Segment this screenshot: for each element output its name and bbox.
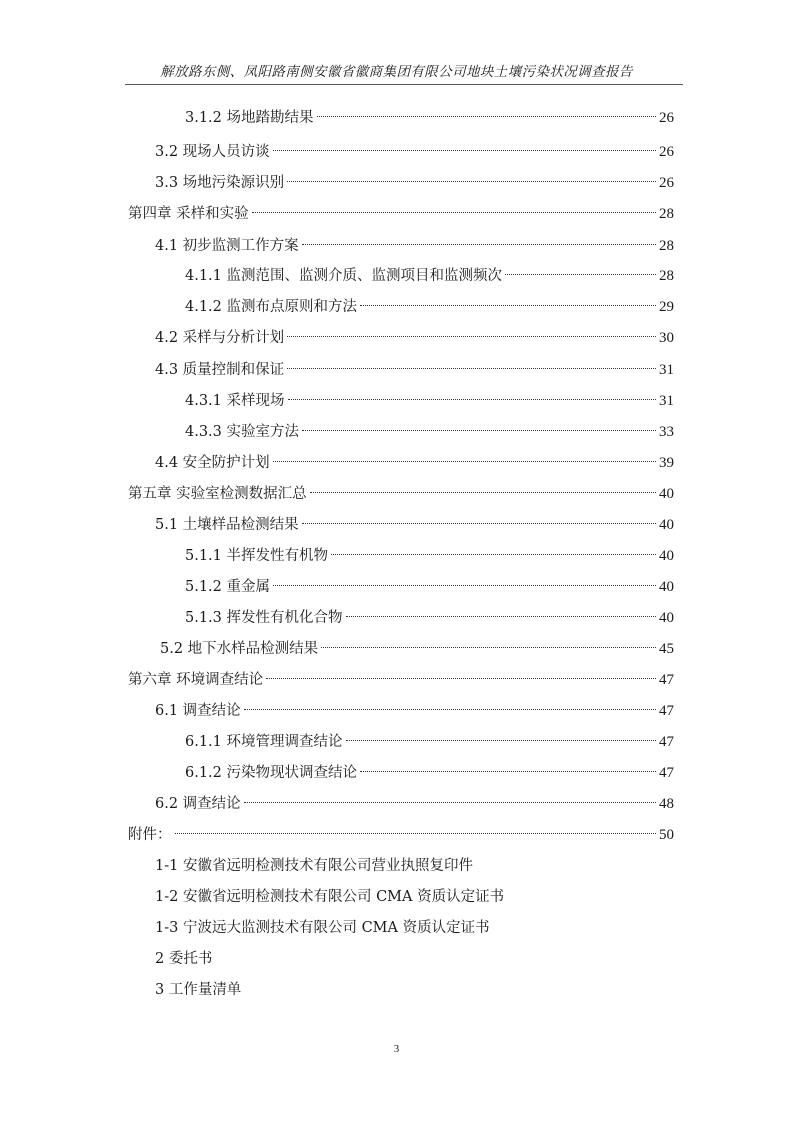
toc-entry-page: 47: [659, 703, 674, 719]
toc-entry[interactable]: [185, 731, 674, 753]
toc-entry-page: 31: [659, 393, 674, 409]
annex-item: 3 工作量清单: [155, 982, 242, 998]
toc-entry-page: 26: [659, 144, 674, 160]
toc-entry-page: 47: [659, 765, 674, 781]
toc-entry-label: 3.3 场地污染源识别: [155, 175, 285, 191]
toc-entry[interactable]: [155, 359, 674, 381]
dot-leader: [287, 181, 656, 182]
toc-entry[interactable]: [155, 514, 674, 536]
toc-entry-page: 50: [659, 827, 674, 843]
toc-entry[interactable]: [155, 700, 674, 722]
header-rule: [125, 84, 683, 85]
page-number: 3: [393, 1043, 400, 1055]
dot-leader: [302, 523, 656, 524]
toc-entry-label: 4.1.1 监测范围、监测介质、监测项目和监测频次: [185, 268, 503, 284]
toc-entry[interactable]: [128, 203, 674, 225]
toc-entry-label: 6.1.2 污染物现状调查结论: [185, 765, 358, 781]
toc-entry-page: 26: [659, 175, 674, 191]
annex-item: 1-1 安徽省远明检测技术有限公司营业执照复印件: [155, 858, 473, 874]
toc-entry-label: 4.1 初步监测工作方案: [155, 238, 299, 254]
toc-entry-page: 47: [659, 734, 674, 750]
dot-leader: [302, 430, 656, 431]
dot-leader: [302, 244, 656, 245]
dot-leader: [252, 212, 656, 213]
toc-entry-label: 4.4 安全防护计划: [155, 455, 270, 471]
toc-entry-label: 6.2 调查结论: [155, 796, 241, 812]
dot-leader: [331, 554, 656, 555]
toc-entry-label: 5.1.1 半挥发性有机物: [185, 548, 329, 564]
toc-entry-page: 26: [659, 110, 674, 126]
toc-entry-page: 28: [659, 268, 674, 284]
toc-entry[interactable]: [185, 421, 674, 443]
toc-entry-page: 47: [659, 672, 674, 688]
toc-entry[interactable]: [185, 576, 674, 598]
toc-entry-page: 40: [659, 579, 674, 595]
toc-entry[interactable]: [185, 390, 674, 412]
dot-leader: [321, 647, 656, 648]
dot-leader: [346, 740, 656, 741]
toc-entry-label: 6.1.1 环境管理调查结论: [185, 734, 343, 750]
dot-leader: [287, 368, 656, 369]
toc-entry[interactable]: [185, 296, 674, 318]
dot-leader: [317, 116, 656, 117]
toc-entry[interactable]: [185, 545, 674, 567]
toc-entry-label: 5.1 土壤样品检测结果: [155, 517, 299, 533]
toc-entry-label: 第四章 采样和实验: [128, 206, 249, 222]
toc-entry-label: 4.3.3 实验室方法: [185, 424, 300, 440]
toc-entry-label: 第五章 实验室检测数据汇总: [128, 486, 307, 502]
toc-entry-page: 28: [659, 238, 674, 254]
toc-entry-page: 40: [659, 548, 674, 564]
toc-entry-page: 40: [659, 517, 674, 533]
dot-leader: [346, 616, 656, 617]
toc-entry[interactable]: [155, 327, 674, 349]
toc-entry-page: 28: [659, 206, 674, 222]
dot-leader: [505, 274, 656, 275]
toc-entry-label: 3.2 现场人员访谈: [155, 144, 270, 160]
toc-entry[interactable]: [128, 824, 674, 846]
toc-entry-page: 40: [659, 610, 674, 626]
annex-item: 2 委托书: [155, 951, 213, 967]
toc-entry[interactable]: [155, 235, 674, 257]
toc-entry[interactable]: [160, 638, 674, 660]
toc-entry[interactable]: [155, 793, 674, 815]
toc-entry[interactable]: [185, 762, 674, 784]
toc-entry-label: 3.1.2 场地踏勘结果: [185, 110, 314, 126]
toc-entry[interactable]: [128, 669, 674, 691]
dot-leader: [288, 399, 656, 400]
toc-entry[interactable]: [155, 452, 674, 474]
running-header: 解放路东侧、凤阳路南侧安徽省徽商集团有限公司地块土壤污染状况调查报告: [160, 64, 633, 80]
toc-entry-label: 4.1.2 监测布点原则和方法: [185, 299, 358, 315]
dot-leader: [287, 336, 656, 337]
toc-entry-label: 4.3.1 采样现场: [185, 393, 285, 409]
toc-entry-label: 6.1 调查结论: [155, 703, 241, 719]
toc-entry-label: 4.2 采样与分析计划: [155, 330, 285, 346]
dot-leader: [310, 492, 656, 493]
toc-entry-label: 附件：: [128, 827, 172, 843]
toc-entry-label: 第六章 环境调查结论: [128, 672, 264, 688]
annex-item: 1-2 安徽省远明检测技术有限公司 CMA 资质认定证书: [155, 889, 505, 905]
toc-entry-page: 45: [659, 641, 674, 657]
toc-entry[interactable]: [155, 141, 674, 163]
toc-entry-page: 33: [659, 424, 674, 440]
dot-leader: [273, 150, 656, 151]
dot-leader: [360, 305, 656, 306]
toc-entry[interactable]: [155, 172, 674, 194]
dot-leader: [244, 709, 656, 710]
dot-leader: [266, 678, 656, 679]
dot-leader: [175, 833, 657, 834]
dot-leader: [273, 585, 656, 586]
toc-entry-page: 48: [659, 796, 674, 812]
toc-entry-page: 40: [659, 486, 674, 502]
dot-leader: [273, 461, 656, 462]
toc-entry-page: 29: [659, 299, 674, 315]
toc-entry[interactable]: [185, 607, 674, 629]
annex-item: 1-3 宁波远大监测技术有限公司 CMA 资质认定证书: [155, 920, 490, 936]
toc-entry[interactable]: [128, 483, 674, 505]
toc-entry-page: 31: [659, 362, 674, 378]
toc-entry-label: 5.1.2 重金属: [185, 579, 271, 595]
toc-entry[interactable]: [185, 265, 674, 287]
dot-leader: [244, 802, 656, 803]
dot-leader: [360, 771, 656, 772]
toc-entry-label: 4.3 质量控制和保证: [155, 362, 285, 378]
toc-entry-label: 5.1.3 挥发性有机化合物: [185, 610, 343, 626]
toc-entry-label: 5.2 地下水样品检测结果: [160, 641, 319, 657]
toc-entry-page: 30: [659, 330, 674, 346]
toc-entry[interactable]: [185, 107, 674, 129]
toc-entry-page: 39: [659, 455, 674, 471]
